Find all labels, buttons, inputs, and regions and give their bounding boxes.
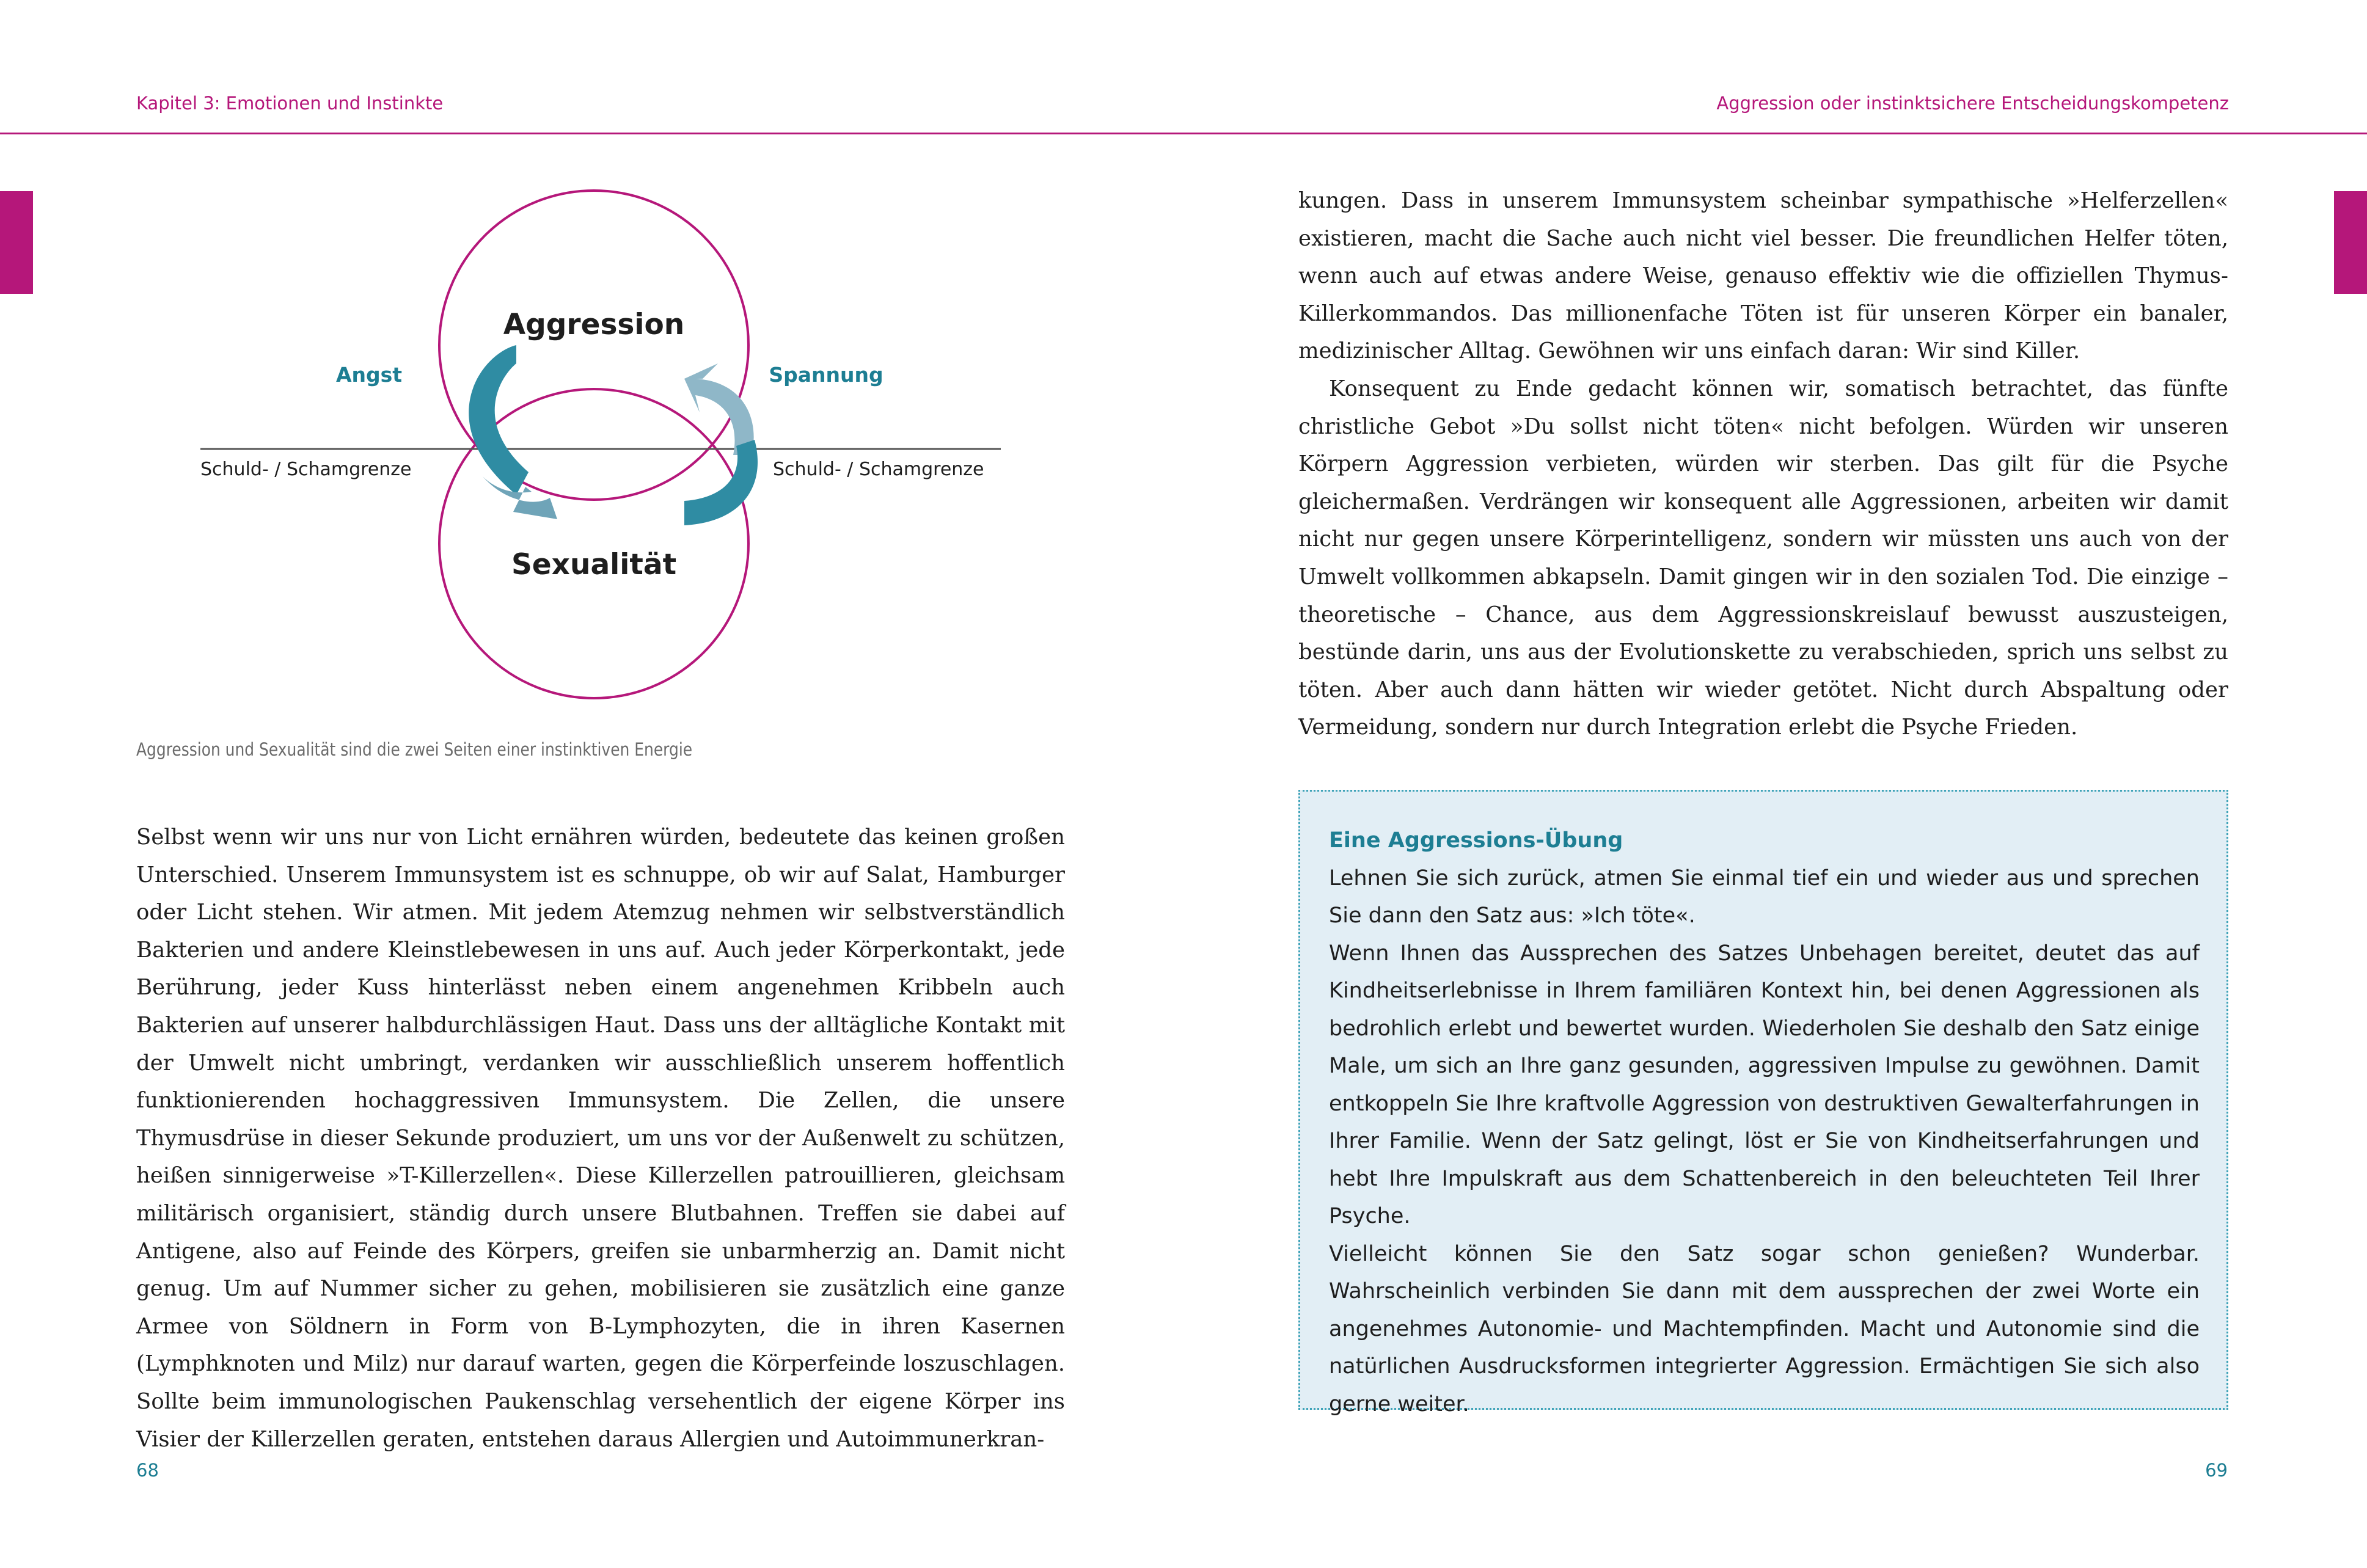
diagram-label-spannung: Spannung [769,363,884,387]
running-header-chapter: Kapitel 3: Emotionen und Instinkte [136,93,444,114]
page-number-left: 68 [136,1460,159,1481]
exercise-title: Eine Aggressions-Übung [1329,828,1623,853]
aggression-sexuality-diagram [183,168,1039,718]
diagram-label-boundary-left: Schuld- / Schamgrenze [200,459,412,480]
page-number-right: 69 [2205,1460,2228,1481]
left-body-paragraph: Selbst wenn wir uns nur von Licht ernähren würden, bedeutete das keinen großen Unterschied. Unserem Immunsystem ist es schnuppe, ob wir auf Salat, Hamburger oder Licht stehen. Wir atmen. Mit jedem Atemzug nehmen wir selbstverständlich Bakterien und andere Kleinstlebewesen in uns auf. Auch jeder Körperkontakt, jede Berührung, jeder Kuss hinterlässt neben einem angenehmen Kribbeln auch Bakterien auf unserer halbdurchlässigen Haut. Dass uns der alltägliche Kontakt mit der Umwelt nicht umbringt, verdanken wir ausschließlich unserem hoffentlich funktionierenden hochaggressiven Immunsystem. Die Zellen, die unsere Thymusdrüse in dieser Sekunde produziert, um uns vor der Außenwelt zu schützen, heißen sinnigerweise »T-Killerzellen«. Diese Killerzellen patrouillieren, gleichsam militärisch organisiert, ständig durch unsere Blutbahnen. Treffen sie dabei auf Antigene, also auf Feinde des Körpers, greifen sie unbarmherzig an. Damit nicht genug. Um auf Nummer sicher zu gehen, mobilisieren sie zusätzlich eine ganze Armee von Söldnern in Form von B-Lymphozyten, die in ihren Kasernen (Lymphknoten und Milz) nur darauf warten, gegen die Körperfeinde loszuschlagen. Sollte beim immunologischen Paukenschlag versehentlich der eigene Körper ins Visier der Killerzellen geraten, entstehen daraus Allergien und Autoimmunerkran- [136,825,1065,1452]
cycle-arrow-right-top [684,363,754,455]
exercise-paragraph-2: Wenn Ihnen das Aussprechen des Satzes Unbehagen bereitet, deutet das auf Kindheitserlebnisse in Ihrem familiären Kontext hin, bei denen Aggressionen als bedrohlich erlebt und bewertet wurden. Wiederholen Sie deshalb den Satz einige Male, um sich an Ihre ganz gesunden, aggressiven Impulse zu gewöhnen. Damit entkoppeln Sie Ihre kraftvolle Aggression von destruktiven Gewalterfahrungen in Ihrer Familie. Wenn der Satz gelingt, löst er Sie von Kindheitserfahrungen und hebt Ihre Impulskraft aus dem Schattenbereich in den beleuchteten Teil Ihrer Psyche. [1329,941,2200,1228]
exercise-paragraph-3: Vielleicht können Sie den Satz sogar schon genießen? Wunderbar. Wahrscheinlich verbinden Sie dann mit dem aussprechen der zwei Worte ein angenehmes Autonomie- und Machtempfinden. Macht und Autonomie sind die natürlichen Ausdrucksformen integrierter Aggression. Ermächtigen Sie sich also gerne weiter. [1329,1241,2200,1417]
exercise-box [1298,790,2228,1417]
chapter-thumb-tab-right [2334,191,2367,294]
diagram-label-boundary-right: Schuld- / Schamgrenze [773,459,984,480]
chapter-thumb-tab-left [0,191,33,294]
figure-caption: Aggression und Sexualität sind die zwei Seiten einer instinktiven Energie [136,739,693,760]
exercise-paragraph-1: Lehnen Sie sich zurück, atmen Sie einmal tief ein und wieder aus und sprechen Sie dann den Satz aus: »Ich töte«. [1329,866,2200,928]
left-page-body [136,819,1065,1458]
header-divider [0,133,2367,134]
cycle-arrow-left-top [469,345,529,495]
right-body-paragraph-2: Konsequent zu Ende gedacht können wir, somatisch betrachtet, das fünfte christliche Gebot »Du sollst nicht töten« nicht befolgen. Würden wir unseren Körpern Aggression verbieten, würden wir sterben. Das gilt für die Psyche gleichermaßen. Verdrängen wir konsequent alle Aggressionen, arbeiten wir damit nicht nur gegen unsere Körperintelligenz, sondern wir müssten uns auch von der Umwelt vollkommen abkapseln. Damit gingen wir in den sozialen Tod. Die einzige – theoretische – Chance, aus dem Aggressionskreislauf bewusst auszusteigen, bestünde darin, uns aus der Evolutionskette zu verabschieden, sprich uns selbst zu töten. Aber auch dann hätten wir wieder getötet. Nicht durch Abspaltung oder Vermeidung, sondern nur durch Integration erlebt die Psyche Frieden. [1298,376,2228,740]
right-page-body [1298,182,2228,746]
running-header-section: Aggression oder instinktsichere Entscheidungskompetenz [1716,93,2229,114]
diagram-label-angst: Angst [335,363,403,387]
right-body-paragraph-1: kungen. Dass in unserem Immunsystem scheinbar sympathische »Helferzellen« existieren, macht die Sache auch nicht viel besser. Die freundlichen Helfer töten, wenn auch auf etwas andere Weise, genauso effektiv wie die offiziellen Thymus-Killerkommandos. Das millionenfache Töten ist für unseren Körper ein banaler, medizinischer Alltag. Gewöhnen wir uns einfach daran: Wir sind Killer. [1298,188,2228,364]
diagram-label-sexuality: Sexualität [511,548,677,582]
cycle-arrow-right-bottom [684,440,758,525]
diagram-label-aggression: Aggression [503,308,685,341]
